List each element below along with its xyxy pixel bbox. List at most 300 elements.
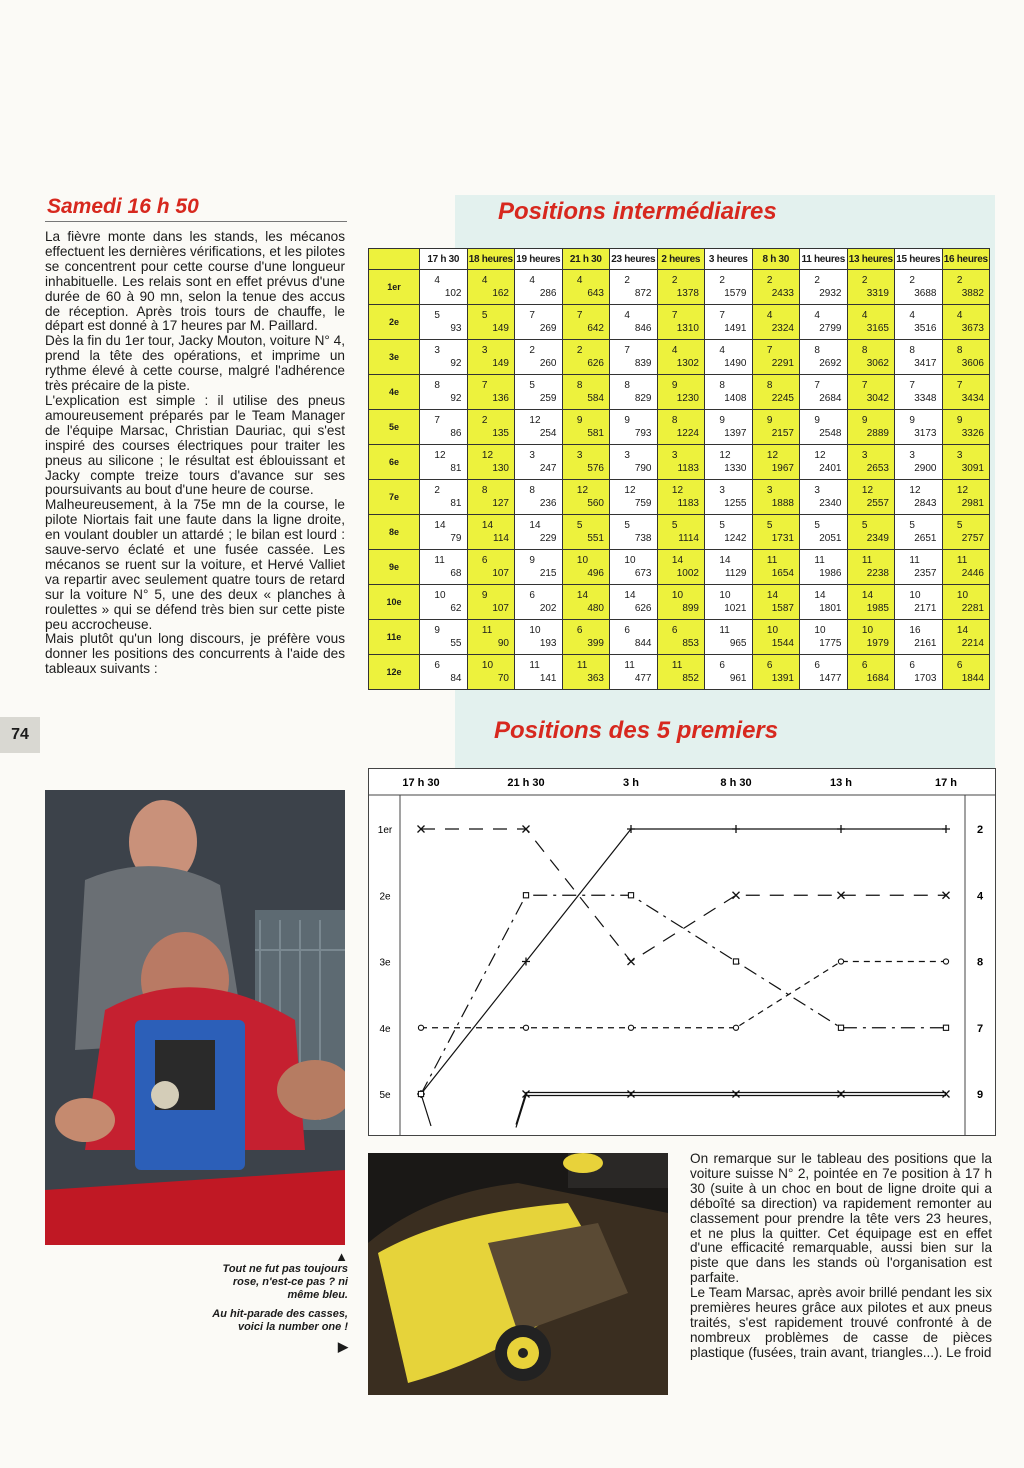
paragraph: La fièvre monte dans les stands, les mécanos effectuent les dernières vérifications, et les pilotes se concentrent pour cette course d'une longueur inhabituelle. Les relais sont en effet prévus d'une durée de 60 à 90 mn, selon la tenue des accus de réception. Après trois tours de chauffe, le départ est donné à 17 heures par M. Paillard. (45, 229, 345, 334)
car-number: 7 (481, 380, 488, 391)
car-number: 5 (719, 520, 725, 531)
table-row (369, 655, 990, 690)
y-tick-label: 1er (377, 825, 393, 836)
positions-chart-svg (369, 769, 995, 1135)
table-cell (562, 445, 610, 480)
table-cell (562, 410, 610, 445)
table-cell (705, 445, 753, 480)
table-cell (942, 270, 990, 305)
car-number: 8 (576, 380, 583, 391)
table-cell (705, 340, 753, 375)
car-number: 9 (624, 415, 630, 426)
laps-count: 2245 (771, 393, 794, 404)
triangle-right-icon: ▶ (338, 1339, 348, 1354)
laps-count: 1967 (771, 463, 794, 474)
table-row (369, 375, 990, 410)
car-number: 3 (434, 345, 440, 356)
table-cell (420, 515, 468, 550)
laps-count: 1230 (676, 393, 699, 404)
car-number: 10 (719, 590, 731, 601)
laps-count: 2281 (961, 603, 984, 614)
column-header: 17 h 30 (420, 249, 468, 270)
table-cell (657, 620, 705, 655)
car-number: 12 (576, 485, 589, 496)
table-cell (420, 655, 468, 690)
table-cell (942, 515, 990, 550)
laps-count: 477 (634, 673, 652, 684)
table-cell (705, 305, 753, 340)
table-row (369, 340, 990, 375)
rank-cell: 3e (369, 340, 420, 375)
table-cell (467, 410, 515, 445)
caption-text: Au hit-parade des casses, voici la number one ! (212, 1308, 348, 1333)
car-number: 2 (861, 275, 868, 286)
table-cell (800, 515, 848, 550)
table-cell (942, 340, 990, 375)
laps-count: 107 (492, 568, 509, 579)
rank-cell: 11e (369, 620, 420, 655)
laps-count: 3606 (961, 358, 984, 369)
laps-count: 229 (539, 533, 557, 544)
table-cell (467, 480, 515, 515)
laps-count: 135 (492, 428, 509, 439)
car-number: 7 (576, 310, 583, 321)
laps-count: 3173 (914, 428, 937, 439)
laps-count: 1703 (914, 673, 937, 684)
laps-count: 236 (539, 498, 557, 509)
table-cell (800, 375, 848, 410)
data-point-car-8 (943, 959, 948, 964)
table-row (369, 445, 990, 480)
photo-broken-car-illustration (368, 1153, 668, 1395)
table-cell (942, 480, 990, 515)
car-number: 5 (529, 380, 535, 391)
table-cell (895, 480, 943, 515)
car-number: 7 (624, 345, 630, 356)
table-cell (657, 375, 705, 410)
car-number: 8 (481, 485, 488, 496)
rank-cell: 7e (369, 480, 420, 515)
laps-count: 2799 (819, 323, 842, 334)
table-cell (942, 410, 990, 445)
car-number: 14 (624, 590, 636, 601)
table-cell (420, 550, 468, 585)
laps-count: 2757 (961, 533, 984, 544)
car-number: 6 (576, 625, 583, 636)
laps-count: 673 (634, 568, 652, 579)
laps-count: 90 (497, 638, 509, 649)
table-cell (847, 270, 895, 305)
laps-count: 1183 (677, 498, 699, 509)
laps-count: 2981 (961, 498, 984, 509)
car-number: 9 (909, 415, 915, 426)
laps-count: 3516 (914, 323, 937, 334)
car-number: 8 (434, 380, 440, 391)
data-point-car-7 (733, 959, 738, 964)
table-cell (705, 620, 753, 655)
section-heading: Samedi 16 h 50 (45, 195, 347, 222)
table-cell (847, 375, 895, 410)
table-cell (800, 620, 848, 655)
table-cell (657, 445, 705, 480)
car-number: 11 (814, 555, 825, 566)
laps-count: 93 (450, 323, 462, 334)
table-cell (610, 375, 658, 410)
article-text-right (690, 1152, 992, 1361)
data-point-car-8 (418, 1025, 423, 1030)
table-row (369, 515, 990, 550)
laps-count: 2653 (866, 463, 889, 474)
right-tick-label: 7 (976, 1022, 984, 1035)
x-tick-label: 13 h (829, 777, 853, 789)
paragraph: Malheureusement, à la 75e mn de la course, le pilote Niortais fait une faute dans la ligne droite, en voulant doubler un attardé ; le bilan est lourd : sauve-servo éclaté et une fusée cassée. Les mécanos se ruent sur la voiture, et Hervé Valliet va repartir avec seulement quatre tours de retard sur la voiture N° 5, une des deux « planches à roulettes » qui se défend très bien sur cette piste peu accrocheuse. (45, 497, 345, 632)
car-number: 11 (529, 660, 540, 671)
laps-count: 1888 (771, 498, 794, 509)
laps-count: 1587 (771, 603, 794, 614)
car-number: 8 (766, 380, 773, 391)
laps-count: 961 (729, 673, 747, 684)
table-cell (895, 515, 943, 550)
laps-count: 3062 (866, 358, 889, 369)
laps-count: 1775 (819, 638, 842, 649)
table-cell (752, 620, 800, 655)
car-number: 6 (719, 660, 725, 671)
car-number: 12 (529, 415, 541, 426)
car-number: 2 (814, 275, 820, 286)
laps-count: 259 (539, 393, 557, 404)
table-cell (705, 550, 753, 585)
car-number: 7 (434, 415, 440, 426)
data-point-car-4 (628, 958, 635, 965)
table-cell (752, 375, 800, 410)
paragraph: On remarque sur le tableau des positions que la voiture suisse N° 2, pointée en 7e position à 17 h 30 (suite à un choc en bout de ligne droite qui a déboîté sa direction) va rapidement remonter au classement pour prendre la tête vers 23 heures, et ne plus la quitter. Cet équipage est en effet d'une efficacité remarquable, aussi bien sur la piste que dans les stands où l'organisation est parfaite. (690, 1151, 992, 1286)
car-number: 11 (766, 555, 778, 566)
laps-count: 844 (634, 638, 652, 649)
car-number: 14 (766, 590, 779, 601)
y-tick-label: 5e (379, 1090, 391, 1101)
table-cell (515, 340, 563, 375)
laps-count: 215 (539, 568, 557, 579)
laps-count: 642 (587, 323, 604, 334)
car-number: 8 (956, 345, 963, 356)
y-tick-label: 2e (379, 891, 391, 903)
car-number: 3 (671, 450, 678, 461)
car-number: 2 (766, 275, 773, 286)
laps-count: 130 (492, 463, 509, 474)
car-number: 5 (956, 520, 963, 531)
car-number: 12 (814, 450, 826, 461)
car-number: 2 (576, 345, 583, 356)
table-cell (705, 375, 753, 410)
laps-count: 3882 (961, 288, 984, 299)
laps-count: 102 (444, 288, 462, 299)
table-cell (942, 585, 990, 620)
paragraph: Mais plutôt qu'un long discours, je préfère vous donner les positions des concurrents à l'aide des tableaux suivants : (45, 631, 345, 677)
laps-count: 62 (450, 603, 462, 614)
laps-count: 399 (587, 638, 604, 649)
laps-count: 581 (587, 428, 604, 439)
table-cell (895, 375, 943, 410)
car-number: 7 (814, 380, 820, 391)
car-number: 12 (766, 450, 779, 461)
laps-count: 92 (450, 393, 462, 404)
table-cell (467, 340, 515, 375)
table-cell (657, 480, 705, 515)
table-cell (895, 550, 943, 585)
laps-count: 1391 (771, 673, 794, 684)
laps-count: 2349 (866, 533, 889, 544)
data-point-car-9 (943, 1091, 950, 1098)
laps-count: 81 (450, 498, 462, 509)
laps-count: 2932 (819, 288, 842, 299)
car-number: 14 (529, 520, 541, 531)
table-cell (847, 305, 895, 340)
car-number: 10 (481, 660, 494, 671)
table-cell (610, 340, 658, 375)
laps-count: 1002 (676, 568, 699, 579)
car-number: 2 (481, 415, 488, 426)
laps-count: 1310 (676, 323, 699, 334)
column-header: 21 h 30 (562, 249, 610, 270)
car-number: 6 (624, 625, 630, 636)
table-cell (467, 585, 515, 620)
table-cell (562, 270, 610, 305)
laps-count: 127 (492, 498, 509, 509)
table-cell (752, 340, 800, 375)
laps-count: 3348 (914, 393, 937, 404)
car-number: 4 (956, 310, 963, 321)
table-cell (610, 585, 658, 620)
laps-count: 2843 (914, 498, 937, 509)
laps-count: 1330 (724, 463, 747, 474)
laps-count: 1021 (724, 603, 747, 614)
laps-count: 2340 (819, 498, 842, 509)
table-cell (942, 550, 990, 585)
table-cell (420, 585, 468, 620)
table-cell (467, 375, 515, 410)
table-cell (657, 585, 705, 620)
car-number: 5 (481, 310, 488, 321)
table-cell (420, 375, 468, 410)
laps-count: 2433 (771, 288, 794, 299)
table-cell (562, 480, 610, 515)
car-number: 3 (814, 485, 820, 496)
car-number: 2 (909, 275, 915, 286)
laps-count: 3434 (961, 393, 984, 404)
table-cell (942, 655, 990, 690)
car-number: 4 (624, 310, 630, 321)
car-number: 12 (719, 450, 731, 461)
car-number: 11 (861, 555, 873, 566)
positions-table (368, 248, 990, 690)
laps-count: 2214 (961, 638, 984, 649)
laps-count: 68 (450, 568, 462, 579)
car-number: 8 (624, 380, 630, 391)
car-number: 4 (719, 345, 725, 356)
car-number: 10 (766, 625, 779, 636)
laps-count: 286 (539, 288, 557, 299)
x-tick-label: 3 h (623, 777, 639, 789)
laps-count: 793 (634, 428, 652, 439)
laps-count: 247 (539, 463, 557, 474)
laps-count: 2900 (914, 463, 937, 474)
x-tick-label: 17 h 30 (402, 777, 440, 789)
table-cell (420, 480, 468, 515)
car-number: 5 (766, 520, 773, 531)
column-header: 15 heures (895, 249, 943, 270)
car-number: 2 (719, 275, 725, 286)
car-number: 5 (814, 520, 820, 531)
car-number: 10 (909, 590, 921, 601)
x-tick-label: 17 h (934, 777, 958, 789)
car-number: 2 (529, 345, 535, 356)
car-number: 11 (624, 660, 635, 671)
laps-count: 81 (450, 463, 462, 474)
table-cell (705, 585, 753, 620)
x-tick-label: 8 h 30 (720, 777, 752, 789)
laps-count: 269 (539, 323, 557, 334)
laps-count: 1684 (866, 673, 889, 684)
table-cell (657, 305, 705, 340)
car-number: 9 (671, 380, 678, 391)
car-number: 12 (861, 485, 874, 496)
table-row (369, 620, 990, 655)
table-cell (610, 655, 658, 690)
table-cell (752, 480, 800, 515)
car-number: 7 (956, 380, 963, 391)
table-cell (800, 340, 848, 375)
car-number: 9 (814, 415, 820, 426)
table-cell (752, 550, 800, 585)
laps-count: 1844 (961, 673, 984, 684)
laps-count: 965 (729, 638, 747, 649)
car-number: 4 (861, 310, 868, 321)
car-number: 4 (434, 275, 440, 286)
laps-count: 738 (634, 533, 652, 544)
table-cell (800, 655, 848, 690)
car-number: 3 (766, 485, 773, 496)
laps-count: 1183 (677, 463, 699, 474)
laps-count: 2401 (819, 463, 842, 474)
table-cell (752, 270, 800, 305)
laps-count: 480 (587, 603, 604, 614)
paragraph: Le Team Marsac, après avoir brillé pendant les six premières heures grâce aux pilotes et aux pneus traités, s'est rapidement trouvé confronté à de nombreux problèmes de casse de pièces plastique (fusées, train avant, triangles...). Le froid (690, 1285, 992, 1360)
laps-count: 1224 (676, 428, 699, 439)
laps-count: 136 (492, 393, 509, 404)
paragraph: Dès la fin du 1er tour, Jacky Mouton, voiture N° 4, prend la tête des opérations, et imprime un rythme élevé à cette course, malgré l'adhérence très précaire de la piste. (45, 333, 345, 394)
laps-count: 2171 (914, 603, 937, 614)
car-number: 6 (956, 660, 963, 671)
car-number: 14 (814, 590, 826, 601)
laps-count: 2051 (819, 533, 842, 544)
laps-count: 193 (539, 638, 557, 649)
laps-count: 202 (539, 603, 557, 614)
car-number: 3 (719, 485, 725, 496)
chart-title: Positions des 5 premiers (494, 717, 779, 744)
data-point-car-7 (838, 1025, 843, 1030)
laps-count: 3673 (961, 323, 984, 334)
table-cell (610, 620, 658, 655)
laps-count: 2238 (866, 568, 889, 579)
car-number: 7 (719, 310, 725, 321)
table-cell (420, 270, 468, 305)
table-cell (420, 340, 468, 375)
laps-count: 852 (682, 673, 699, 684)
car-number: 14 (956, 625, 969, 636)
car-number: 9 (766, 415, 773, 426)
caption-text: Tout ne fut pas toujours rose, n'est-ce pas ? ni même bleu. (222, 1263, 348, 1301)
table-cell (847, 550, 895, 585)
table-cell (562, 550, 610, 585)
laps-count: 2557 (866, 498, 889, 509)
table-cell (562, 585, 610, 620)
laps-count: 2157 (771, 428, 794, 439)
column-header: 23 heures (610, 249, 658, 270)
laps-count: 1477 (819, 673, 842, 684)
laps-count: 899 (682, 603, 699, 614)
laps-count: 86 (450, 428, 462, 439)
table-cell (847, 515, 895, 550)
car-number: 7 (766, 345, 773, 356)
table-cell (467, 550, 515, 585)
car-number: 2 (434, 485, 440, 496)
data-point-car-8 (523, 1025, 528, 1030)
table-header-row (369, 249, 990, 270)
car-number: 6 (814, 660, 820, 671)
table-cell (467, 445, 515, 480)
table-cell (942, 375, 990, 410)
table-cell (515, 410, 563, 445)
table-cell (705, 410, 753, 445)
table-cell (895, 655, 943, 690)
laps-count: 1579 (724, 288, 747, 299)
laps-count: 2324 (771, 323, 794, 334)
car-number: 11 (576, 660, 588, 671)
laps-count: 1544 (771, 638, 794, 649)
data-point-car-9 (838, 1091, 845, 1098)
data-point-car-8 (628, 1025, 633, 1030)
laps-count: 107 (492, 603, 509, 614)
data-point-car-8 (838, 959, 843, 964)
table-cell (467, 305, 515, 340)
laps-count: 3326 (961, 428, 984, 439)
car-number: 8 (861, 345, 868, 356)
table-cell (942, 445, 990, 480)
table-cell (610, 410, 658, 445)
car-number: 4 (814, 310, 820, 321)
car-number: 9 (481, 590, 488, 601)
laps-count: 1255 (724, 498, 747, 509)
laps-count: 3688 (914, 288, 937, 299)
car-number: 6 (909, 660, 915, 671)
car-number: 3 (576, 450, 583, 461)
laps-count: 2161 (914, 638, 937, 649)
right-tick-label: 2 (976, 824, 984, 836)
laps-count: 2357 (914, 568, 937, 579)
laps-count: 496 (587, 568, 604, 579)
car-number: 16 (909, 625, 921, 636)
car-number: 3 (956, 450, 963, 461)
table-cell (800, 550, 848, 585)
car-number: 10 (529, 625, 541, 636)
photo-mechanics (45, 790, 345, 1245)
photo-mechanics-illustration (45, 790, 345, 1245)
car-number: 14 (481, 520, 494, 531)
car-number: 10 (434, 590, 446, 601)
table-cell (847, 340, 895, 375)
car-number: 8 (814, 345, 820, 356)
laps-count: 1731 (771, 533, 794, 544)
